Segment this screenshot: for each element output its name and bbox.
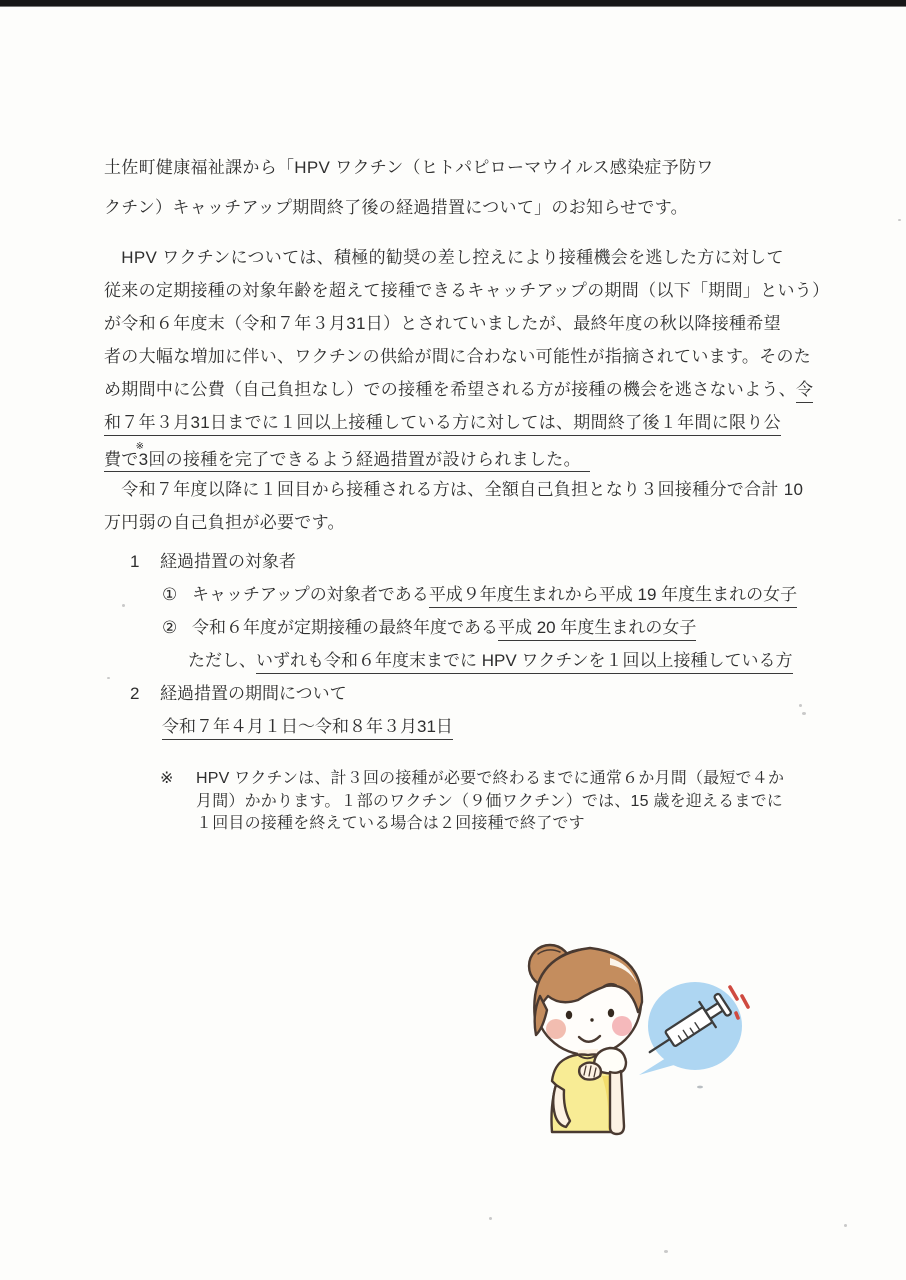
paragraph-line [104,406,818,439]
girl-vaccine-illustration [490,938,830,1163]
paragraph-line: 費で※3回の接種を完了できるよう経過措置が設けられました。 [104,439,818,476]
footnote-marker: ※ [160,770,174,787]
text-segment: 費で [104,450,139,473]
paragraph-line [104,506,818,539]
text-segment: 平成 20 年度生まれの女子 [498,618,696,641]
nose [590,1018,593,1021]
paragraph-line [104,307,818,340]
bare-arm [610,1071,624,1134]
paragraph-line [104,241,818,274]
text-segment: が令和６年度末（令和７年３月31日）とされていましたが、最終年度の秋以降接種希望 [104,314,781,333]
list-item-number: 2 [130,684,140,703]
text-segment: HPV ワクチンについては、積極的勧奨の差し控えにより接種機会を逃した方に対して [104,248,784,267]
text-segment: 者の大幅な増加に伴い、ワクチンの供給が間に合わない可能性が指摘されています。そのた [104,347,812,366]
text-segment: ただし、 [188,651,256,670]
paragraph-line [104,340,818,373]
notice-title-line: クチン）キャッチアップ期間終了後の経過措置について」のお知らせです。 [104,198,688,217]
paragraph-line [104,473,818,506]
text-segment: 従来の定期接種の対象年齢を超えて接種できるキャッチアップの期間（以下「期間」という） [104,281,830,300]
text-segment: 令和７年４月１日～令和８年３月31日 [162,717,453,740]
scan-speck [122,604,125,607]
text-segment: 令和７年度以降に１回目から接種される方は、全額自己負担となり３回接種分で合計 10 [104,480,804,499]
list-item-title: 経過措置の対象者 [160,552,296,571]
list-sub-item [188,644,820,677]
text-segment: キャッチアップの対象者である [192,585,429,604]
list-item-heading [130,677,820,710]
list-sub-item [162,710,820,743]
numbered-list [130,545,820,743]
list-sub-item [162,611,820,644]
text-segment: いずれも令和６年度末までに HPV ワクチンを１回以上接種している方 [256,651,793,674]
list-item-title: 経過措置の期間について [160,684,347,703]
paragraph-transition-measure [104,241,830,476]
circled-number-marker: ② [162,618,178,637]
scan-artifact-top-strip [0,0,906,6]
right-eye [608,1009,614,1017]
text-segment: 和７年３月31日までに１回以上接種している方に対しては、期間終了後１年間に限り公 [104,413,781,436]
footnote-text [196,768,820,836]
paragraph-line [104,373,818,406]
girl-character [529,945,642,1134]
notice-title [104,148,714,228]
scan-speck [799,704,802,707]
illustration-svg [490,938,830,1163]
text-segment: 令和６年度が定期接種の最終年度である [192,618,498,637]
text-segment: 平成９年度生まれから平成 19 年度生まれの女子 [429,585,797,608]
paragraph-self-pay-cost [104,473,818,539]
notice-title-line: 土佐町健康福祉課から「HPV ワクチン（ヒトパピローマウイルス感染症予防ワ [104,158,714,177]
scan-speck [898,219,901,221]
footnote-line: 月間）かかります。１部のワクチン（９価ワクチン）では、15 歳を迎えるまでに [196,792,783,810]
scan-speck [489,1217,492,1220]
text-segment: め期間中に公費（自己負担なし）での接種を希望される方が接種の機会を逃さないよう、 [104,380,796,399]
scan-speck [664,1250,668,1253]
right-cheek [612,1016,632,1036]
text-segment: 令 [796,380,813,403]
footnote-line: HPV ワクチンは、計３回の接種が必要で終わるまでに通常６か月間（最短で４か [196,770,785,787]
footnote [160,768,820,836]
paragraph-line [104,274,830,307]
scan-speck [802,712,806,715]
text-segment: 3回の接種を完了できるよう経過措置が設けられました。 [139,450,590,473]
text-segment: 万円弱の自己負担が必要です。 [104,513,345,532]
scan-speck [844,1224,847,1227]
circled-number-marker: ① [162,585,178,604]
left-eye [566,1011,572,1019]
scan-speck [107,677,110,679]
list-item-number: 1 [130,552,140,571]
list-sub-item [162,578,820,611]
scan-speck [697,1086,703,1089]
list-item-heading [130,545,820,578]
left-cheek [546,1019,566,1039]
footnote-line: １回目の接種を終えている場合は２回接種で終了です [196,815,585,832]
